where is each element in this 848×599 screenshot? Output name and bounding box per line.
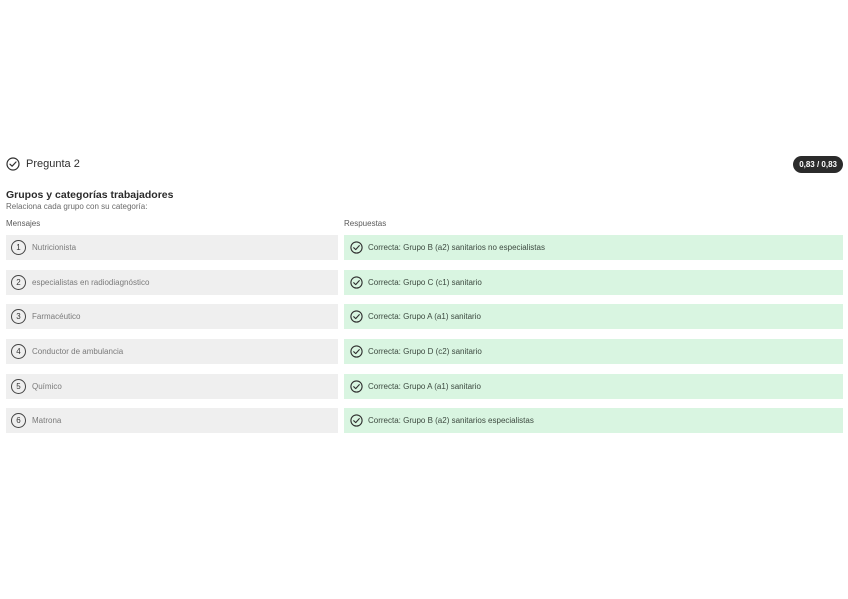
- check-circle-icon: [350, 414, 363, 427]
- item-number: 6: [11, 413, 26, 428]
- question-title: Grupos y categorías trabajadores: [6, 189, 174, 201]
- messages-column-header: Mensajes: [6, 219, 41, 228]
- item-number: 5: [11, 379, 26, 394]
- message-text: Farmacéutico: [32, 312, 81, 322]
- answer-cell: [344, 235, 843, 260]
- answer-cell: [344, 408, 843, 433]
- columns-header: [6, 219, 843, 231]
- answer-text: Correcta: Grupo A (a1) sanitario: [368, 312, 481, 322]
- message-text: Nutricionista: [32, 243, 77, 252]
- check-circle-icon: [6, 157, 20, 171]
- check-circle-icon: [350, 345, 363, 358]
- question-label: Pregunta 2: [26, 158, 80, 170]
- check-circle-icon: [350, 241, 363, 254]
- message-text: especialistas en radiodiagnóstico: [32, 277, 150, 287]
- message-cell: [6, 304, 338, 329]
- answer-text: Correcta: Grupo C (c1) sanitario: [368, 277, 482, 287]
- check-circle-icon: [350, 310, 363, 323]
- question-card: [6, 154, 843, 443]
- answer-cell: [344, 270, 843, 295]
- score-badge: 0,83 / 0,83: [793, 156, 843, 173]
- answer-cell: [344, 339, 843, 364]
- match-row: [6, 408, 843, 433]
- message-cell: [6, 408, 338, 433]
- question-header-left: [6, 157, 80, 171]
- message-text: Conductor de ambulancia: [32, 347, 124, 357]
- question-instructions: Relaciona cada grupo con su categoría:: [6, 202, 148, 211]
- match-row: [6, 339, 843, 364]
- question-header: [6, 154, 843, 174]
- match-rows: [6, 235, 843, 433]
- item-number: 1: [11, 240, 26, 255]
- message-text: Matrona: [32, 416, 62, 426]
- check-circle-icon: [350, 276, 363, 289]
- answers-column-header: Respuestas: [344, 219, 387, 228]
- match-row: [6, 270, 843, 295]
- item-number: 3: [11, 309, 26, 324]
- message-cell: [6, 270, 338, 295]
- answer-cell: [344, 304, 843, 329]
- message-cell: [6, 374, 338, 399]
- item-number: 4: [11, 344, 26, 359]
- message-cell: [6, 235, 338, 260]
- answer-text: Correcta: Grupo B (a2) sanitarios no especialistas: [368, 243, 545, 252]
- answer-text: Correcta: Grupo B (a2) sanitarios especialistas: [368, 416, 534, 426]
- answer-text: Correcta: Grupo D (c2) sanitario: [368, 347, 482, 357]
- match-row: [6, 235, 843, 260]
- match-row: [6, 374, 843, 399]
- check-circle-icon: [350, 380, 363, 393]
- answer-cell: [344, 374, 843, 399]
- message-text: Químico: [32, 381, 62, 391]
- item-number: 2: [11, 275, 26, 290]
- answer-text: Correcta: Grupo A (a1) sanitario: [368, 381, 481, 391]
- match-row: [6, 304, 843, 329]
- message-cell: [6, 339, 338, 364]
